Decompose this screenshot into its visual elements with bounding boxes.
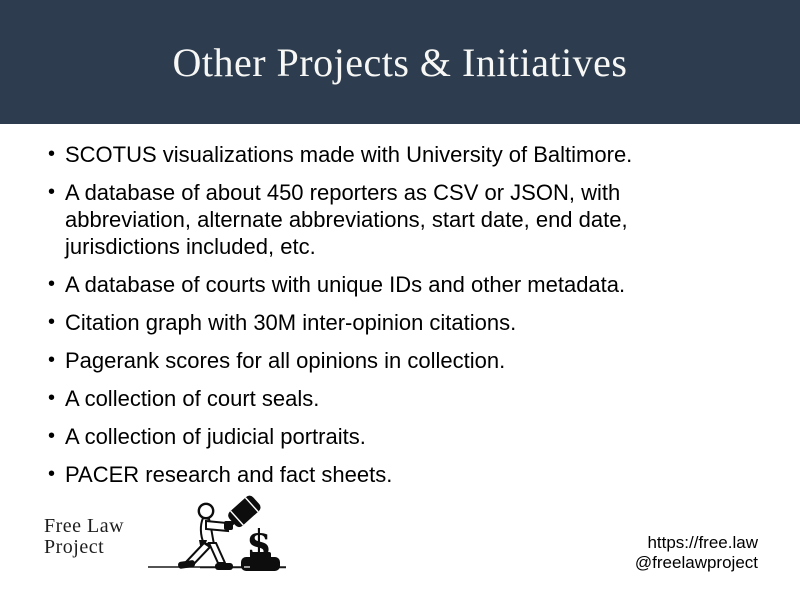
- bullet-list: [48, 141, 728, 499]
- logo-text-line2: Project: [44, 536, 105, 558]
- list-item: • A collection of court seals.: [48, 385, 728, 412]
- list-item: • Pagerank scores for all opinions in collection.: [48, 347, 728, 374]
- website-url: https://free.law: [647, 533, 758, 552]
- list-item: • SCOTUS visualizations made with University of Baltimore.: [48, 141, 728, 168]
- title-banner: [0, 0, 800, 124]
- social-handle: @freelawproject: [634, 552, 758, 572]
- svg-text:$: $: [246, 523, 272, 565]
- contact-links: [635, 533, 758, 572]
- free-law-project-logo-text: [44, 516, 124, 558]
- list-item: • A collection of judicial portraits.: [48, 423, 728, 450]
- list-item: • PACER research and fact sheets.: [48, 461, 728, 488]
- list-item: • A database of about 450 reporters as CSV or JSON, with abbreviation, alternate abbreviations, start date, end date, jurisdictions included, etc.: [48, 179, 728, 260]
- list-item: • A database of courts with unique IDs and other metadata.: [48, 271, 728, 298]
- person-swinging-gavel-at-dollar-sign-icon: [140, 488, 300, 583]
- slide-title: Other Projects & Initiatives: [172, 39, 628, 85]
- logo-text-line1: Free Law: [44, 515, 125, 537]
- list-item: • Citation graph with 30M inter-opinion citations.: [48, 309, 728, 336]
